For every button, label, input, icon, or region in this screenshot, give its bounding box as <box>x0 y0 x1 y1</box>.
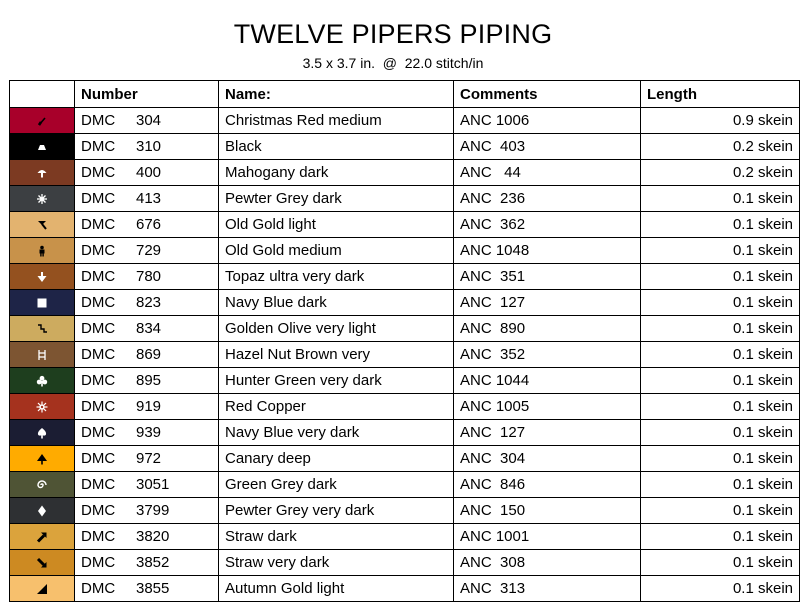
floss-length <box>641 264 800 290</box>
floss-brand: DMC <box>81 138 116 155</box>
floss-brand: DMC <box>81 294 116 311</box>
color-swatch <box>10 550 75 576</box>
table-row <box>10 238 800 264</box>
table-row <box>10 498 800 524</box>
floss-length <box>641 290 800 316</box>
floss-length-value: 0.1 skein <box>732 346 793 363</box>
diamond-icon <box>10 498 74 523</box>
color-swatch <box>10 394 75 420</box>
color-swatch <box>10 186 75 212</box>
floss-brand: DMC <box>81 112 116 129</box>
floss-name: Straw dark <box>219 524 454 550</box>
table-row <box>10 368 800 394</box>
color-swatch <box>10 134 75 160</box>
floss-comment: ANC 313 <box>454 576 641 602</box>
floss-length-value: 0.1 skein <box>732 190 793 207</box>
table-row <box>10 446 800 472</box>
table-row <box>10 524 800 550</box>
dome-icon <box>10 134 74 159</box>
floss-length-value: 0.1 skein <box>732 398 793 415</box>
color-swatch <box>10 160 75 186</box>
floss-length-value: 0.9 skein <box>732 112 793 129</box>
header-symbol <box>10 81 75 108</box>
ladder-icon <box>10 342 74 367</box>
table-row <box>10 212 800 238</box>
arrow-ne-icon <box>10 524 74 549</box>
color-swatch <box>10 446 75 472</box>
floss-number <box>75 394 219 420</box>
floss-length-value: 0.2 skein <box>732 164 793 181</box>
floss-length-value: 0.1 skein <box>732 554 793 571</box>
color-swatch <box>10 342 75 368</box>
header-length: Length <box>641 81 800 108</box>
floss-comment: ANC 44 <box>454 160 641 186</box>
floss-comment: ANC 1005 <box>454 394 641 420</box>
floss-comment: ANC 890 <box>454 316 641 342</box>
floss-code: 310 <box>136 138 162 155</box>
color-swatch <box>10 316 75 342</box>
floss-number <box>75 420 219 446</box>
club-icon <box>10 368 74 393</box>
tree-icon <box>10 446 74 471</box>
table-row <box>10 576 800 602</box>
floss-number <box>75 316 219 342</box>
floss-length <box>641 368 800 394</box>
floss-brand: DMC <box>81 190 116 207</box>
floss-code: 400 <box>136 164 162 181</box>
table-row <box>10 472 800 498</box>
floss-brand: DMC <box>81 528 116 545</box>
color-swatch <box>10 212 75 238</box>
floss-name: Christmas Red medium <box>219 108 454 134</box>
floss-brand: DMC <box>81 268 116 285</box>
floss-brand: DMC <box>81 398 116 415</box>
floss-brand: DMC <box>81 450 116 467</box>
floss-name: Hunter Green very dark <box>219 368 454 394</box>
color-swatch <box>10 524 75 550</box>
floss-brand: DMC <box>81 320 116 337</box>
color-swatch <box>10 420 75 446</box>
floss-comment: ANC 1044 <box>454 368 641 394</box>
table-body <box>10 108 800 602</box>
header-number: Number <box>75 81 219 108</box>
chart-dimensions: 3.5 x 3.7 in. @ 22.0 stitch/in <box>302 55 484 71</box>
floss-number <box>75 550 219 576</box>
table-header-row <box>10 81 800 108</box>
header-comments: Comments <box>454 81 641 108</box>
floss-length <box>641 342 800 368</box>
floss-code: 3820 <box>136 528 170 545</box>
floss-code: 729 <box>136 242 162 259</box>
floss-length <box>641 524 800 550</box>
floss-code: 3051 <box>136 476 170 493</box>
floss-number <box>75 108 219 134</box>
floss-length-value: 0.1 skein <box>732 502 793 519</box>
floss-name: Golden Olive very light <box>219 316 454 342</box>
floss-brand: DMC <box>81 476 116 493</box>
floss-length-value: 0.1 skein <box>732 268 793 285</box>
floss-code: 413 <box>136 190 162 207</box>
floss-key-table <box>9 80 800 602</box>
floss-comment: ANC 1001 <box>454 524 641 550</box>
floss-name: Old Gold light <box>219 212 454 238</box>
floss-code: 869 <box>136 346 162 363</box>
floss-number <box>75 524 219 550</box>
floss-name: Topaz ultra very dark <box>219 264 454 290</box>
floss-length-value: 0.1 skein <box>732 242 793 259</box>
header-name: Name: <box>219 81 454 108</box>
floss-length <box>641 472 800 498</box>
arrow-se-icon <box>10 550 74 575</box>
table-row <box>10 316 800 342</box>
floss-comment: ANC 304 <box>454 446 641 472</box>
floss-number <box>75 134 219 160</box>
table-row <box>10 290 800 316</box>
floss-code: 939 <box>136 424 162 441</box>
floss-code: 3852 <box>136 554 170 571</box>
star-icon <box>10 186 74 211</box>
floss-code: 834 <box>136 320 162 337</box>
table-row <box>10 134 800 160</box>
color-swatch <box>10 368 75 394</box>
floss-code: 895 <box>136 372 162 389</box>
floss-code: 780 <box>136 268 162 285</box>
floss-length-value: 0.1 skein <box>732 476 793 493</box>
floss-length <box>641 316 800 342</box>
floss-comment: ANC 236 <box>454 186 641 212</box>
floss-length <box>641 186 800 212</box>
floss-brand: DMC <box>81 580 116 597</box>
spade-icon <box>10 420 74 445</box>
floss-length <box>641 550 800 576</box>
floss-brand: DMC <box>81 424 116 441</box>
floss-name: Green Grey dark <box>219 472 454 498</box>
floss-comment: ANC 1048 <box>454 238 641 264</box>
color-swatch <box>10 498 75 524</box>
floss-name: Pewter Grey very dark <box>219 498 454 524</box>
floss-brand: DMC <box>81 502 116 519</box>
floss-number <box>75 160 219 186</box>
color-swatch <box>10 576 75 602</box>
floss-length <box>641 134 800 160</box>
slash-icon <box>10 108 74 133</box>
floss-comment: ANC 352 <box>454 342 641 368</box>
floss-number <box>75 264 219 290</box>
floss-length-value: 0.1 skein <box>732 528 793 545</box>
floss-code: 3799 <box>136 502 170 519</box>
floss-code: 823 <box>136 294 162 311</box>
floss-length <box>641 498 800 524</box>
color-swatch <box>10 238 75 264</box>
floss-comment: ANC 403 <box>454 134 641 160</box>
table-row <box>10 394 800 420</box>
floss-name: Canary deep <box>219 446 454 472</box>
square-icon <box>10 290 74 315</box>
floss-comment: ANC 846 <box>454 472 641 498</box>
floss-code: 304 <box>136 112 162 129</box>
floss-brand: DMC <box>81 554 116 571</box>
floss-length-value: 0.1 skein <box>732 320 793 337</box>
hook-icon <box>10 212 74 237</box>
floss-brand: DMC <box>81 242 116 259</box>
floss-name: Pewter Grey dark <box>219 186 454 212</box>
floss-number <box>75 186 219 212</box>
spiral-icon <box>10 472 74 497</box>
floss-number <box>75 212 219 238</box>
floss-length <box>641 212 800 238</box>
floss-number <box>75 238 219 264</box>
floss-name: Navy Blue dark <box>219 290 454 316</box>
table-row <box>10 420 800 446</box>
floss-length <box>641 446 800 472</box>
chart-title: TWELVE PIPERS PIPING <box>233 19 553 49</box>
floss-code: 3855 <box>136 580 170 597</box>
floss-number <box>75 368 219 394</box>
floss-brand: DMC <box>81 346 116 363</box>
floss-comment: ANC 127 <box>454 420 641 446</box>
floss-comment: ANC 362 <box>454 212 641 238</box>
arrow-down-icon <box>10 264 74 289</box>
floss-name: Straw very dark <box>219 550 454 576</box>
floss-length <box>641 420 800 446</box>
color-swatch <box>10 264 75 290</box>
floss-name: Red Copper <box>219 394 454 420</box>
floss-code: 919 <box>136 398 162 415</box>
floss-length <box>641 576 800 602</box>
color-swatch <box>10 108 75 134</box>
floss-name: Mahogany dark <box>219 160 454 186</box>
floss-length-value: 0.2 skein <box>732 138 793 155</box>
floss-name: Autumn Gold light <box>219 576 454 602</box>
table-row <box>10 550 800 576</box>
floss-length <box>641 160 800 186</box>
floss-number <box>75 290 219 316</box>
floss-length-value: 0.1 skein <box>732 294 793 311</box>
floss-comment: ANC 308 <box>454 550 641 576</box>
mushroom-icon <box>10 160 74 185</box>
floss-code: 972 <box>136 450 162 467</box>
floss-comment: ANC 351 <box>454 264 641 290</box>
floss-length-value: 0.1 skein <box>732 450 793 467</box>
floss-length-value: 0.1 skein <box>732 216 793 233</box>
floss-length-value: 0.1 skein <box>732 372 793 389</box>
floss-number <box>75 342 219 368</box>
floss-length-value: 0.1 skein <box>732 580 793 597</box>
table-row <box>10 108 800 134</box>
table-row <box>10 186 800 212</box>
triangle-icon <box>10 576 74 601</box>
color-swatch <box>10 472 75 498</box>
floss-brand: DMC <box>81 216 116 233</box>
floss-brand: DMC <box>81 372 116 389</box>
floss-comment: ANC 1006 <box>454 108 641 134</box>
floss-brand: DMC <box>81 164 116 181</box>
floss-code: 676 <box>136 216 162 233</box>
floss-length-value: 0.1 skein <box>732 424 793 441</box>
floss-name: Old Gold medium <box>219 238 454 264</box>
table-row <box>10 160 800 186</box>
floss-number <box>75 446 219 472</box>
zigzag-icon <box>10 316 74 341</box>
floss-name: Hazel Nut Brown very <box>219 342 454 368</box>
floss-name: Navy Blue very dark <box>219 420 454 446</box>
floss-comment: ANC 150 <box>454 498 641 524</box>
burst-icon <box>10 394 74 419</box>
table-row <box>10 264 800 290</box>
floss-length <box>641 394 800 420</box>
floss-number <box>75 576 219 602</box>
floss-length <box>641 238 800 264</box>
floss-number <box>75 498 219 524</box>
table-row <box>10 342 800 368</box>
figure-icon <box>10 238 74 263</box>
floss-number <box>75 472 219 498</box>
floss-comment: ANC 127 <box>454 290 641 316</box>
color-swatch <box>10 290 75 316</box>
floss-name: Black <box>219 134 454 160</box>
floss-length <box>641 108 800 134</box>
